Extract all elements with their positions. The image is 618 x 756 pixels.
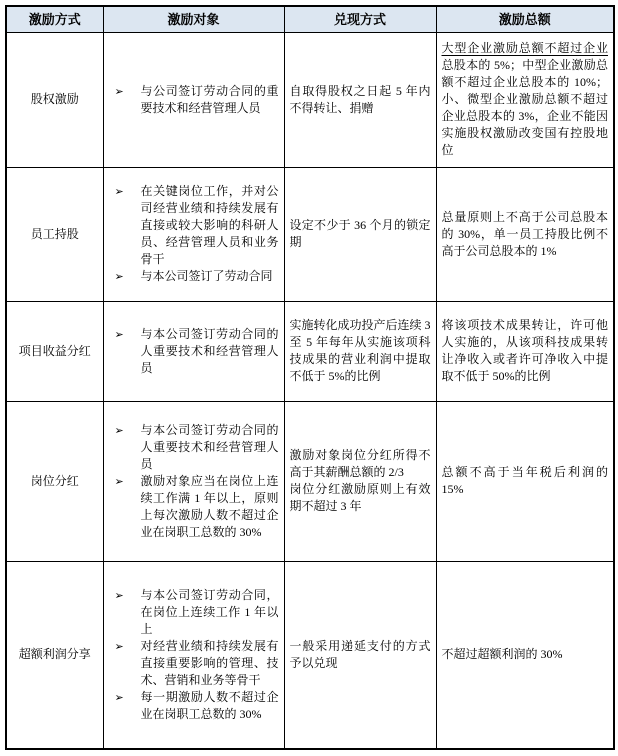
- bullet-item: [109, 422, 279, 473]
- cell-paragraph: 大型企业激励总额不超过企业总股本的 5%；中型企业激励总额不超过企业总股本的 10%；小、微型企业激励总额不超过企业总股本的 3%，企业不能因实施股权激励改变国有控股地位: [441, 41, 608, 157]
- header-cell-realization: 兑现方式: [284, 6, 436, 32]
- bullet-text: 与本公司签订劳动合同，在岗位上连续工作 1 年以上: [140, 587, 279, 636]
- cell-paragraph: 一般采用递延支付的方式予以兑现: [289, 638, 431, 670]
- bullet-text: 激励对象应当在岗位上连续工作满 1 年以上，原则上每次激励人数不超过企业在岗职工总数的 30%: [140, 473, 279, 539]
- bullet-arrow-icon: ➢: [114, 690, 124, 704]
- bullet-item: [109, 689, 279, 723]
- header-cell-method: 激励方式: [6, 6, 103, 32]
- cell-paragraph: 将该项技术成果转让，许可他人实施的，从该项科技成果转让净收入或者许可净收入中提取不低于 50%的比例: [441, 318, 608, 383]
- incentive-table: [5, 5, 615, 750]
- bullet-text: 对经营业绩和持续发展有直接重要影响的管理、技术、营销和业务等骨干: [140, 638, 279, 687]
- method-cell: 超额利润分享: [6, 561, 103, 749]
- bullet-text: 在关键岗位工作，并对公司经营业绩和持续发展有直接或较大影响的科研人员、经营管理人员和业务骨干: [140, 184, 279, 266]
- targets-cell: [103, 32, 284, 167]
- cell-paragraph: 设定不少于 36 个月的锁定期: [289, 218, 431, 249]
- method-cell: 员工持股: [6, 167, 103, 301]
- realization-cell: [284, 401, 436, 561]
- realization-cell: [284, 32, 436, 167]
- bullet-item: [109, 183, 279, 268]
- total-cell: [436, 301, 614, 401]
- realization-cell: [284, 167, 436, 301]
- bullet-arrow-icon: ➢: [114, 588, 124, 602]
- header-row: [6, 6, 614, 32]
- bullet-text: 每一期激励人数不超过企业在岗职工总数的 30%: [140, 689, 279, 721]
- cell-paragraph: 岗位分红激励原则上有效期不超过 3 年: [289, 482, 431, 513]
- bullet-text: 与本公司签订劳动合同的人重要技术和经营管理人员: [140, 326, 279, 375]
- targets-cell: [103, 301, 284, 401]
- cell-paragraph: 总额不高于当年税后利润的 15%: [441, 465, 608, 496]
- bullet-item: [109, 638, 279, 689]
- bullet-arrow-icon: ➢: [114, 185, 124, 198]
- cell-paragraph: 不超过超额利润的 30%: [441, 647, 563, 662]
- cell-paragraph: 实施转化成功投产后连续 3 至 5 年每年从实施该项科技成果的营业利润中提取不低于 5%的比例: [289, 318, 431, 383]
- method-cell: 股权激励: [6, 32, 103, 167]
- bullet-arrow-icon: ➢: [114, 327, 124, 341]
- method-cell: 项目收益分红: [6, 301, 103, 401]
- total-cell: [436, 561, 614, 749]
- bullet-text: 与本公司签订劳动合同的人重要技术和经营管理人员: [140, 422, 279, 471]
- bullet-item: [109, 587, 279, 638]
- table-body: [6, 32, 614, 749]
- bullet-arrow-icon: ➢: [114, 423, 124, 437]
- table-row: [6, 301, 614, 401]
- targets-cell: [103, 401, 284, 561]
- header-cell-total: 激励总额: [436, 6, 614, 32]
- bullet-text: 与公司签订劳动合同的重要技术和经营管理人员: [140, 83, 279, 115]
- table-row: [6, 561, 614, 749]
- table-header: [6, 6, 614, 32]
- bullet-text: 与本公司签订了劳动合同: [140, 269, 273, 283]
- total-cell: [436, 401, 614, 561]
- bullet-arrow-icon: ➢: [114, 639, 124, 653]
- cell-paragraph: 总量原则上不高于公司总股本的 30%，单一员工持股比例不高于公司总股本的 1%: [441, 209, 608, 258]
- realization-cell: [284, 301, 436, 401]
- table-row: [6, 32, 614, 167]
- bullet-arrow-icon: ➢: [114, 84, 124, 98]
- cell-paragraph: 激励对象岗位分红所得不高于其薪酬总额的 2/3: [289, 448, 431, 479]
- realization-cell: [284, 561, 436, 749]
- total-cell: [436, 167, 614, 301]
- targets-cell: [103, 561, 284, 749]
- cell-paragraph: 自取得股权之日起 5 年内不得转让、捐赠: [289, 83, 431, 115]
- table-row: [6, 167, 614, 301]
- bullet-arrow-icon: ➢: [114, 270, 124, 283]
- bullet-item: [109, 473, 279, 541]
- bullet-item: [109, 268, 279, 285]
- bullet-item: [109, 326, 279, 377]
- method-cell: 岗位分红: [6, 401, 103, 561]
- bullet-item: [109, 83, 279, 117]
- bullet-arrow-icon: ➢: [114, 474, 124, 488]
- header-cell-target: 激励对象: [103, 6, 284, 32]
- table-row: [6, 401, 614, 561]
- targets-cell: [103, 167, 284, 301]
- total-cell: [436, 32, 614, 167]
